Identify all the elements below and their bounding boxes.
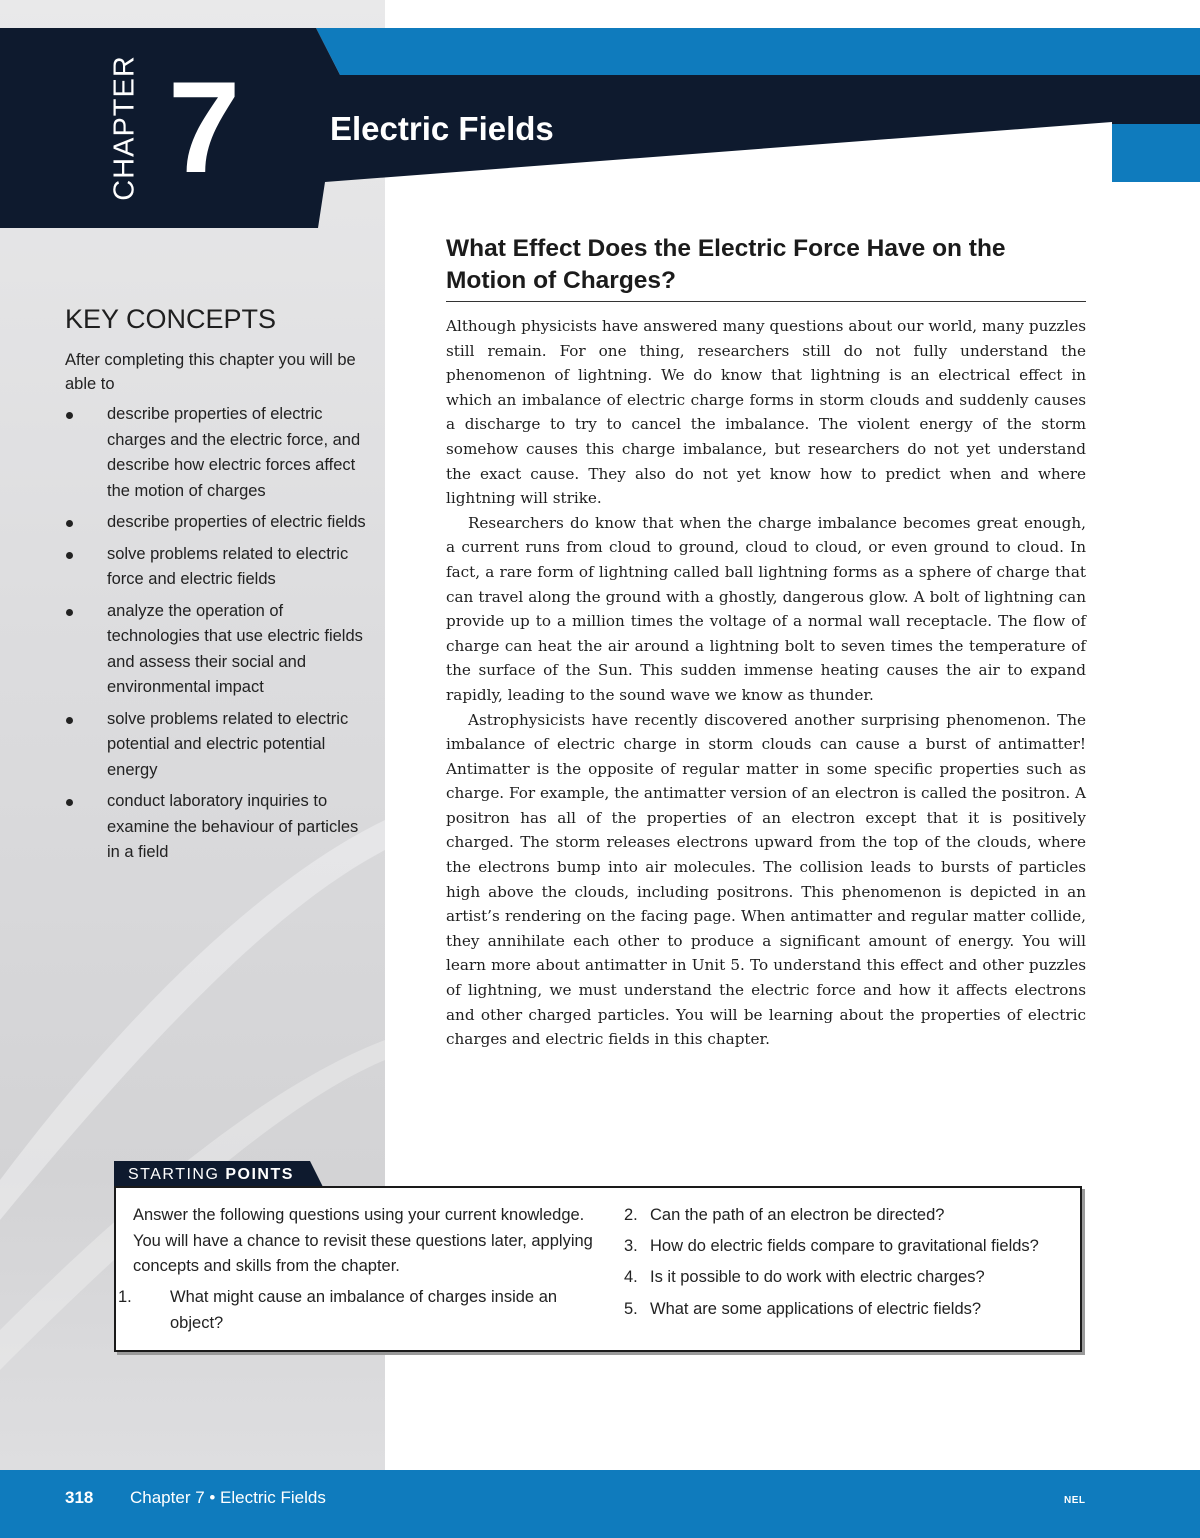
starting-points-intro: Answer the following questions using your current knowledge. You will have a chance to revisit these questions later, applying concepts and skills from the chapter. [133, 1206, 593, 1275]
key-concept-item: solve problems related to electric force and electric fields [65, 542, 375, 593]
chapter-label: CHAPTER [108, 55, 141, 201]
footer-chapter-label: Chapter 7 • Electric Fields [130, 1488, 326, 1507]
bullet-icon [66, 717, 73, 724]
article-paragraph: Although physicists have answered many questions about our world, many puzzles still remain. For one thing, researchers still do not fully understand the phenomenon of lightning. We do know that lightning is an electrical effect in which an imbalance of electric charge forms in storm clouds and suddenly causes a discharge to try to cancel the imbalance. The violent energy of the storm somehow causes this charge imbalance, but researchers do not yet understand the exact cause. They also do not yet know how to predict when and where lightning will strike. [446, 317, 1086, 508]
question-item: 1. What might cause an imbalance of charges inside an object? [118, 1288, 558, 1332]
heading-divider [446, 301, 1086, 302]
bullet-icon [66, 799, 73, 806]
bullet-icon [66, 520, 73, 527]
article-body [446, 314, 1086, 1052]
article-paragraph: Researchers do know that when the charge imbalance becomes great enough, a current runs from cloud to ground, cloud to cloud, or even ground to cloud. In fact, a rare form of lightning called ball lightning forms as a sphere of charge that can travel along the ground with a ghostly, dangerous glow. A bolt of lightning can provide up to a million times the voltage of a normal wall receptacle. The flow of charge can heat the air around a lightning bolt to seven times the temperature of the surface of the Sun. This sudden immense heating causes the air to expand rapidly, leading to the sound wave we know as thunder. [446, 513, 1086, 704]
key-concept-item: describe properties of electric charges and the electric force, and describe how electric forces affect the motion of charges [65, 402, 375, 504]
key-concept-item: conduct laboratory inquiries to examine the behaviour of particles in a field [65, 789, 375, 866]
question-item: 4. Is it possible to do work with electric charges? [624, 1268, 985, 1286]
chapter-number: 7 [168, 54, 241, 200]
article-paragraph: Astrophysicists have recently discovered another surprising phenomenon. The imbalance of electric charge in storm clouds can cause a burst of antimatter! Antimatter is the opposite of regular matter in some specific properties such as charge. For example, the antimatter version of an electron is called the positron. A positron has all of the properties of an electron except that it is positively charged. The storm releases electrons upward from the top of the clouds, where the electrons bump into air molecules. The collision leads to bursts of particles high above the clouds, including positrons. This phenomenon is depicted in an artist’s rendering on the facing page. When antimatter and regular matter collide, they annihilate each other to produce a significant amount of energy. You will learn more about antimatter in Unit 5. To understand this effect and other puzzles of lightning, we must understand the electric force and how it affects electrons and other charged particles. You will be learning about the properties of electric charges and electric fields in this chapter. [446, 710, 1086, 1049]
question-item: 2. Can the path of an electron be directed? [624, 1206, 945, 1224]
key-concept-item: describe properties of electric fields [65, 510, 375, 536]
key-concepts-list [65, 402, 375, 872]
bullet-icon [66, 552, 73, 559]
starting-points-label: STARTING POINTS [128, 1166, 294, 1183]
bullet-icon [66, 609, 73, 616]
question-item: 5. What are some applications of electric fields? [624, 1300, 982, 1318]
bullet-icon [66, 412, 73, 419]
chapter-title: Electric Fields [330, 110, 554, 147]
key-concept-item: analyze the operation of technologies that use electric fields and assess their social and environmental impact [65, 599, 375, 701]
article-heading: What Effect Does the Electric Force Have on the Motion of Charges? [446, 235, 1006, 294]
key-concept-item: solve problems related to electric potential and electric potential energy [65, 707, 375, 784]
key-concepts-heading: KEY CONCEPTS [65, 304, 277, 334]
publisher-mark: NEL [1064, 1495, 1086, 1506]
question-item: 3. How do electric fields compare to gravitational fields? [624, 1237, 1039, 1255]
page-number: 318 [65, 1488, 94, 1507]
key-concepts-intro: After completing this chapter you will be able to [65, 351, 356, 393]
